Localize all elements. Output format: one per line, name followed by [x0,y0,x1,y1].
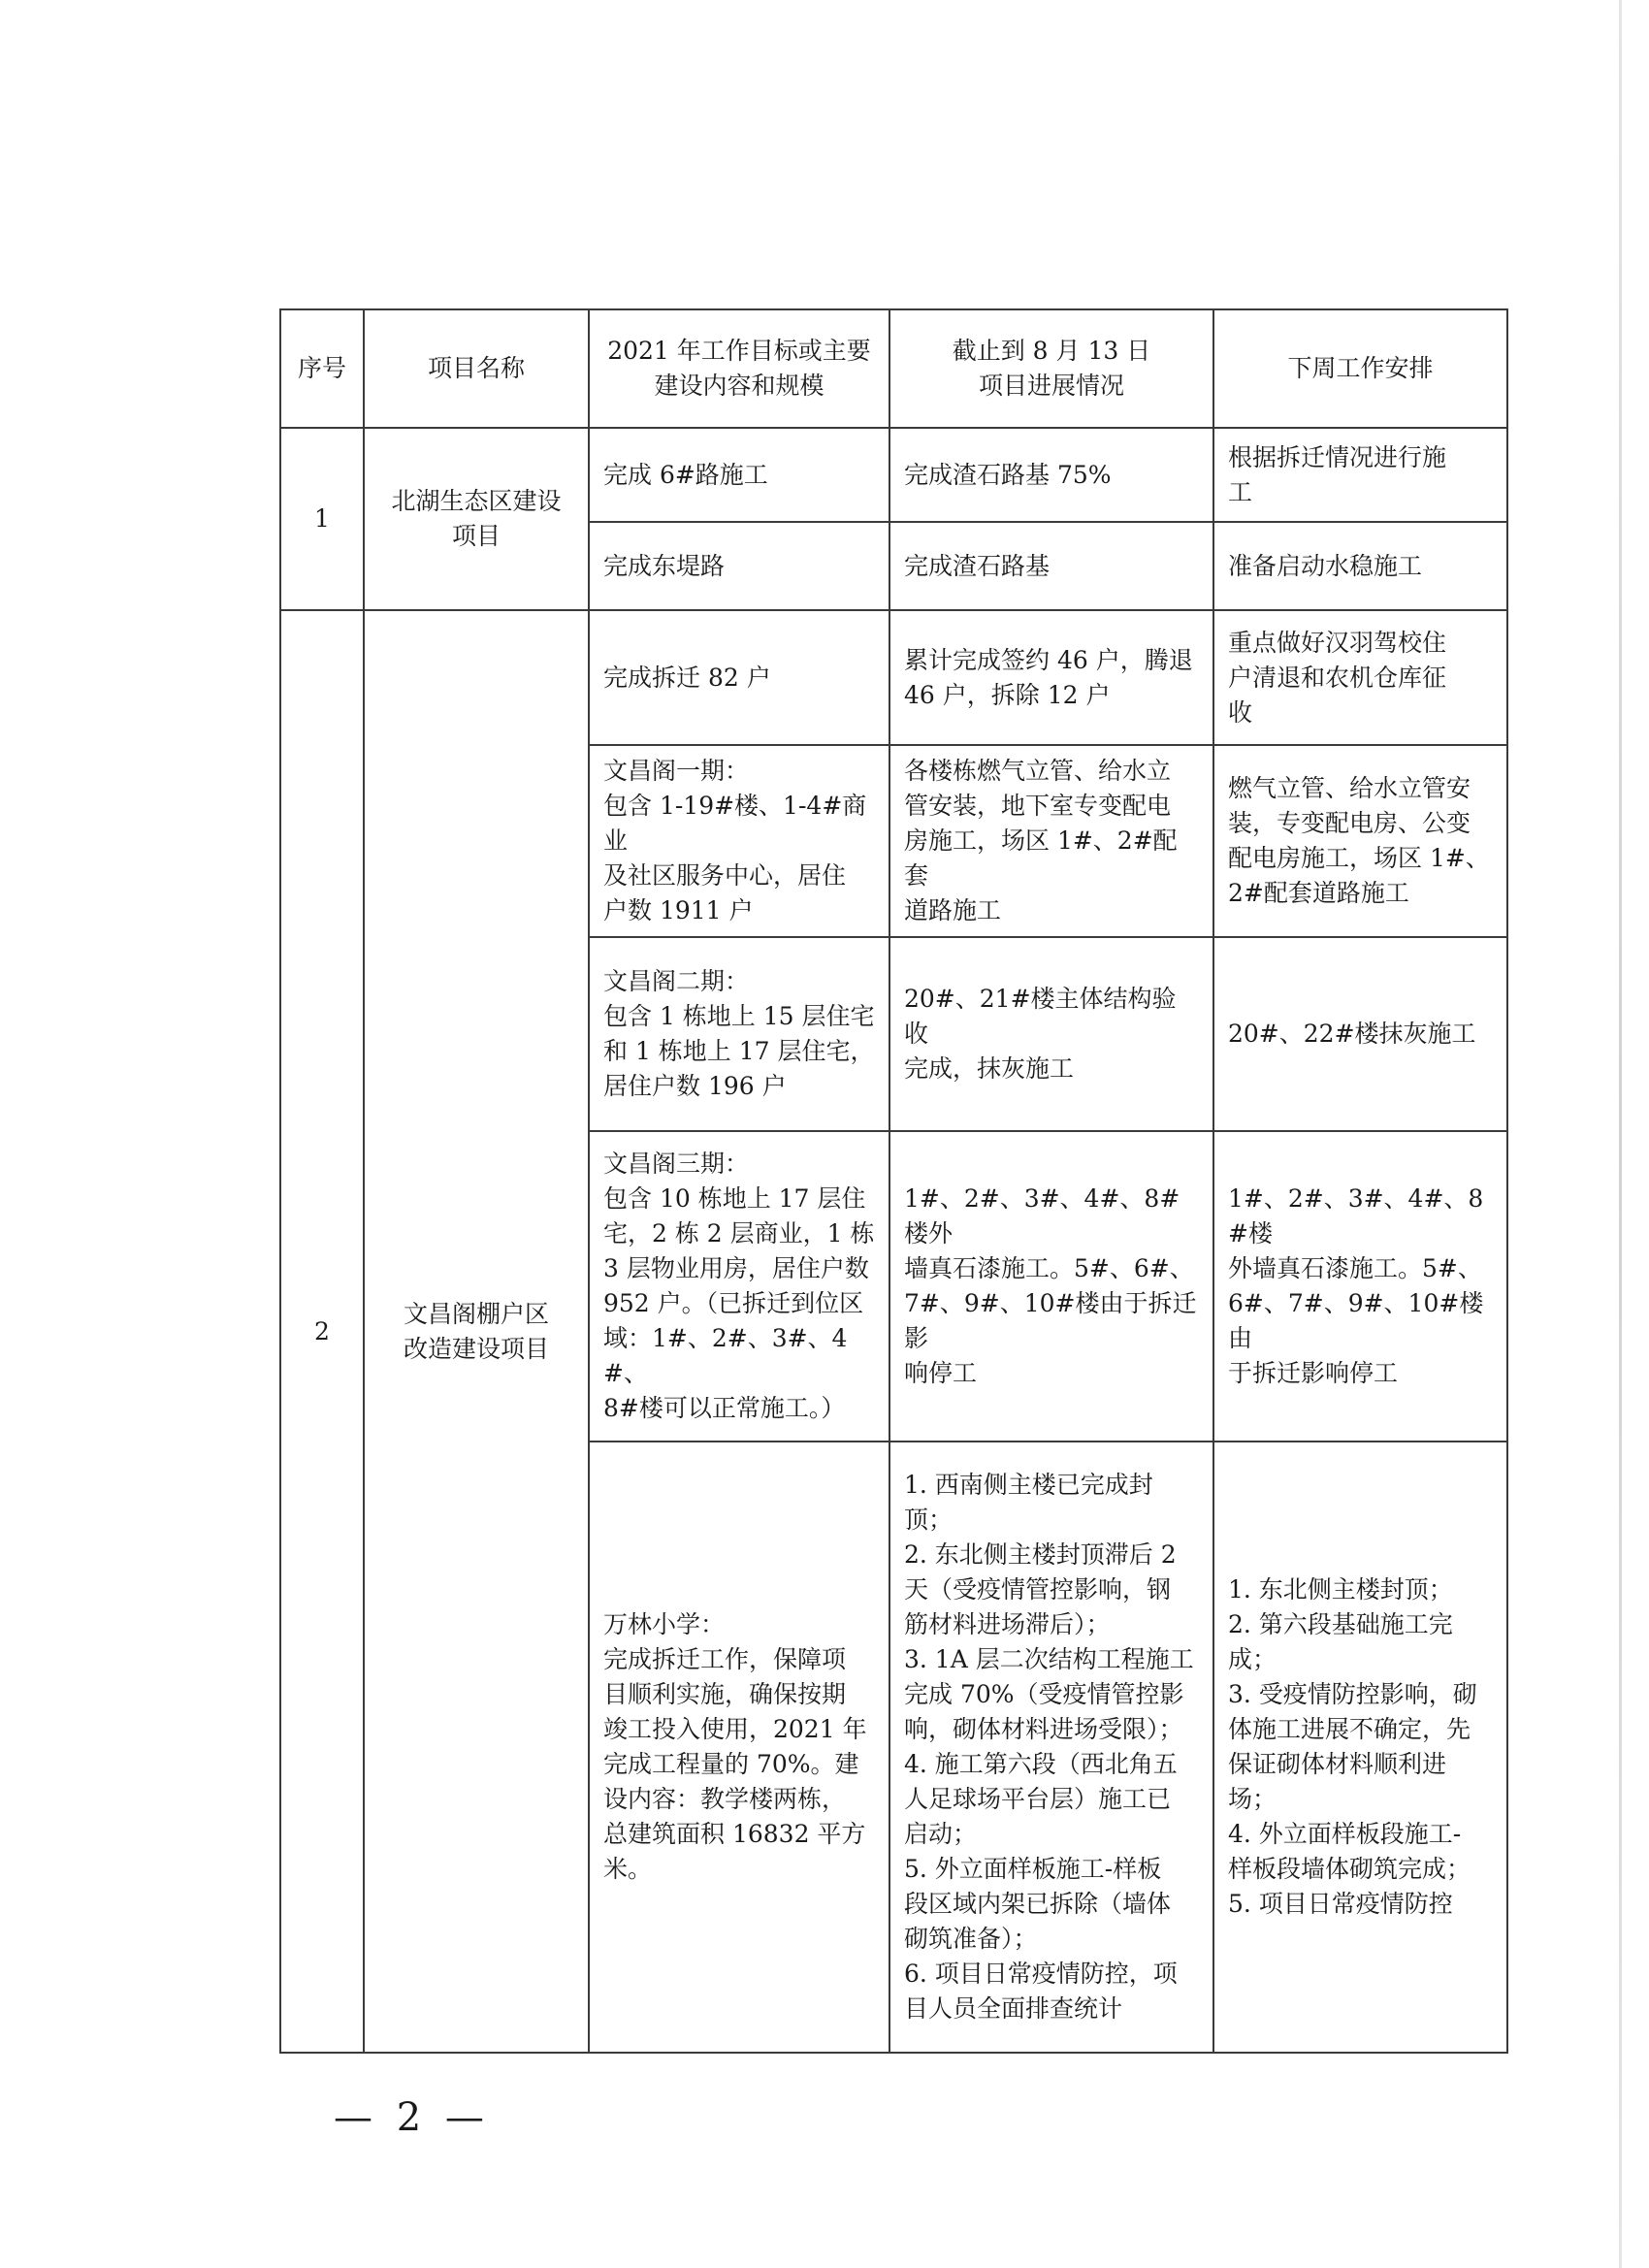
next-week-cell-line: 外墙真石漆施工。5#、 [1228,1254,1482,1282]
progress-cell [889,428,1213,522]
progress-cell-line: 4. 施工第六段（西北角五 [904,1750,1178,1778]
progress-cell-line: 各楼栋燃气立管、给水立 [904,757,1172,785]
progress-cell-line: 人足球场平台层）施工已 [904,1785,1172,1813]
target-cell-line: 万林小学： [603,1610,726,1638]
target-cell-line: 及社区服务中心，居住 [603,861,847,890]
header-next: 下周工作安排 [1213,309,1507,428]
target-cell-line: 户数 1911 户 [603,896,754,924]
seq-cell: 1 [280,428,364,610]
target-cell-line: 完成 6#路施工 [603,460,768,489]
progress-cell [889,745,1213,937]
progress-cell-line: 段区域内架已拆除（墙体 [904,1890,1172,1918]
progress-cell-line: 完成渣石路基 [904,551,1051,580]
next-week-cell-line: 收 [1228,697,1253,727]
target-cell [589,610,889,745]
project-name-cell-line: 项目 [451,522,501,550]
next-week-cell-line: 场； [1228,1785,1277,1813]
header-progress [889,309,1213,428]
target-cell-line: 域：1#、2#、3#、4#、 [603,1324,848,1387]
progress-cell-line: 响停工 [904,1359,978,1387]
table-row [280,428,1507,522]
target-cell-line: 8#楼可以正常施工。） [603,1394,846,1422]
progress-cell-line: 管安装，地下室专变配电 [904,792,1172,820]
next-week-cell-line: 配电房施工，场区 1#、 [1228,844,1490,872]
target-cell-line: 总建筑面积 16832 平方 [603,1820,866,1848]
target-cell [589,1131,889,1442]
target-cell-line: 文昌阁三期： [603,1150,750,1178]
progress-cell [889,522,1213,610]
next-week-cell-line: 工 [1228,477,1253,506]
project-name-cell-line: 改造建设项目 [403,1334,549,1363]
next-week-cell-line: 6#、7#、9#、10#楼由 [1228,1289,1484,1352]
next-week-cell-line: 3. 受疫情防控影响，砌 [1228,1680,1477,1708]
progress-cell-line: 完成，抹灰施工 [904,1054,1075,1083]
seq-cell: 2 [280,610,364,2053]
target-cell [589,522,889,610]
target-cell-line: 目顺利实施，确保按期 [603,1680,847,1708]
header-seq: 序号 [280,309,364,428]
next-week-cell-line: 4. 外立面样板段施工- [1228,1820,1462,1848]
target-cell-line: 居住户数 196 户 [603,1072,787,1100]
next-week-cell [1213,428,1507,522]
next-week-cell [1213,1442,1507,2053]
progress-cell [889,610,1213,745]
progress-cell [889,1131,1213,1442]
next-week-cell-line: 5. 项目日常疫情防控 [1228,1890,1453,1918]
progress-cell-line: 启动； [904,1820,978,1848]
project-name-cell-line: 北湖生态区建设 [391,487,562,515]
next-week-cell [1213,610,1507,745]
target-cell-line: 设内容：教学楼两栋， [603,1785,847,1813]
progress-cell-line: 砌筑准备）； [904,1925,1038,1953]
header-target [589,309,889,428]
progress-cell-line: 道路施工 [904,896,1002,924]
header-progress-line: 截止到 8 月 13 日 [952,337,1151,365]
header-row [280,309,1507,428]
scan-page-edge [1619,0,1622,2268]
progress-cell-line: 5. 外立面样板施工-样板 [904,1855,1162,1883]
project-name-cell-line: 文昌阁棚户区 [403,1299,549,1328]
target-cell-line: 952 户。（已拆迁到位区 [603,1289,864,1317]
next-week-cell-line: 根据拆迁情况进行施 [1228,442,1447,471]
next-week-cell-line: 体施工进展不确定，先 [1228,1715,1471,1743]
target-cell-line: 完成东堤路 [603,551,726,580]
next-week-cell-line: 燃气立管、给水立管安 [1228,774,1471,802]
project-name-cell [364,610,589,2053]
target-cell [589,428,889,522]
progress-cell-line: 1#、2#、3#、4#、8#楼外 [904,1184,1180,1247]
target-cell-line: 包含 10 栋地上 17 层住 [603,1184,866,1213]
progress-cell-line: 46 户，拆除 12 户 [904,680,1111,709]
progress-table [279,308,1508,2054]
next-week-cell-line: 1. 东北侧主楼封顶； [1228,1575,1453,1604]
target-cell-line: 包含 1-19#楼、1-4#商业 [603,792,867,855]
next-week-cell-line: 1#、2#、3#、4#、8#楼 [1228,1184,1484,1247]
target-cell-line: 米。 [603,1855,653,1883]
target-cell-line: 包含 1 栋地上 15 层住宅 [603,1002,875,1030]
progress-cell-line: 20#、21#楼主体结构验收 [904,985,1177,1048]
target-cell-line: 完成工程量的 70%。建 [603,1750,859,1778]
progress-cell-line: 天（受疫情管控影响，钢 [904,1575,1172,1604]
target-cell-line: 完成拆迁工作，保障项 [603,1645,847,1673]
progress-cell-line: 1. 西南侧主楼已完成封 [904,1471,1153,1499]
next-week-cell [1213,1131,1507,1442]
next-week-cell [1213,937,1507,1131]
progress-cell-line: 6. 项目日常疫情防控，项 [904,1960,1178,1988]
progress-cell [889,937,1213,1131]
progress-cell-line: 3. 1A 层二次结构工程施工 [904,1645,1194,1673]
header-name: 项目名称 [364,309,589,428]
next-week-cell [1213,522,1507,610]
target-cell-line: 完成拆迁 82 户 [603,663,771,692]
next-week-cell-line: 成； [1228,1645,1277,1673]
target-cell [589,1442,889,2053]
progress-cell-line: 完成渣石路基 75% [904,460,1112,489]
target-cell-line: 文昌阁二期： [603,967,750,995]
progress-cell-line: 响，砌体材料进场受限）； [904,1715,1183,1743]
progress-cell-line: 房施工，场区 1#、2#配套 [904,826,1178,890]
progress-cell-line: 目人员全面排查统计 [904,1994,1123,2023]
progress-cell [889,1442,1213,2053]
project-name-cell [364,428,589,610]
next-week-cell-line: 20#、22#楼抹灰施工 [1228,1020,1476,1048]
next-week-cell-line: 准备启动水稳施工 [1228,551,1423,580]
next-week-cell-line: 样板段墙体砌筑完成； [1228,1855,1471,1883]
next-week-cell [1213,745,1507,937]
next-week-cell-line: 2#配套道路施工 [1228,879,1409,907]
progress-cell-line: 2. 东北侧主楼封顶滞后 2 [904,1540,1177,1569]
target-cell [589,937,889,1131]
header-target-line: 建设内容和规模 [654,372,824,400]
header-target-line: 2021 年工作目标或主要 [607,337,871,365]
header-progress-line: 项目进展情况 [978,372,1124,400]
progress-cell-line: 完成 70%（受疫情管控影 [904,1680,1184,1708]
progress-cell-line: 7#、9#、10#楼由于拆迁影 [904,1289,1197,1352]
target-cell [589,745,889,937]
progress-cell-line: 墙真石漆施工。5#、6#、 [904,1254,1194,1282]
target-cell-line: 3 层物业用房，居住户数 [603,1254,869,1282]
next-week-cell-line: 户清退和农机仓库征 [1228,663,1447,692]
next-week-cell-line: 保证砌体材料顺利进 [1228,1750,1447,1778]
target-cell-line: 竣工投入使用，2021 年 [603,1715,867,1743]
page-number: — 2 — [334,2095,490,2140]
next-week-cell-line: 重点做好汉羽驾校住 [1228,628,1447,657]
next-week-cell-line: 装，专变配电房、公变 [1228,809,1471,837]
progress-cell-line: 筋材料进场滞后）； [904,1610,1111,1638]
table-row [280,610,1507,745]
next-week-cell-line: 于拆迁影响停工 [1228,1359,1399,1387]
target-cell-line: 和 1 栋地上 17 层住宅， [603,1037,875,1065]
target-cell-line: 宅，2 栋 2 层商业，1 栋 [603,1219,875,1247]
next-week-cell-line: 2. 第六段基础施工完 [1228,1610,1453,1638]
target-cell-line: 文昌阁一期： [603,757,750,785]
progress-cell-line: 累计完成签约 46 户，腾退 [904,645,1193,674]
progress-cell-line: 顶； [904,1506,954,1534]
